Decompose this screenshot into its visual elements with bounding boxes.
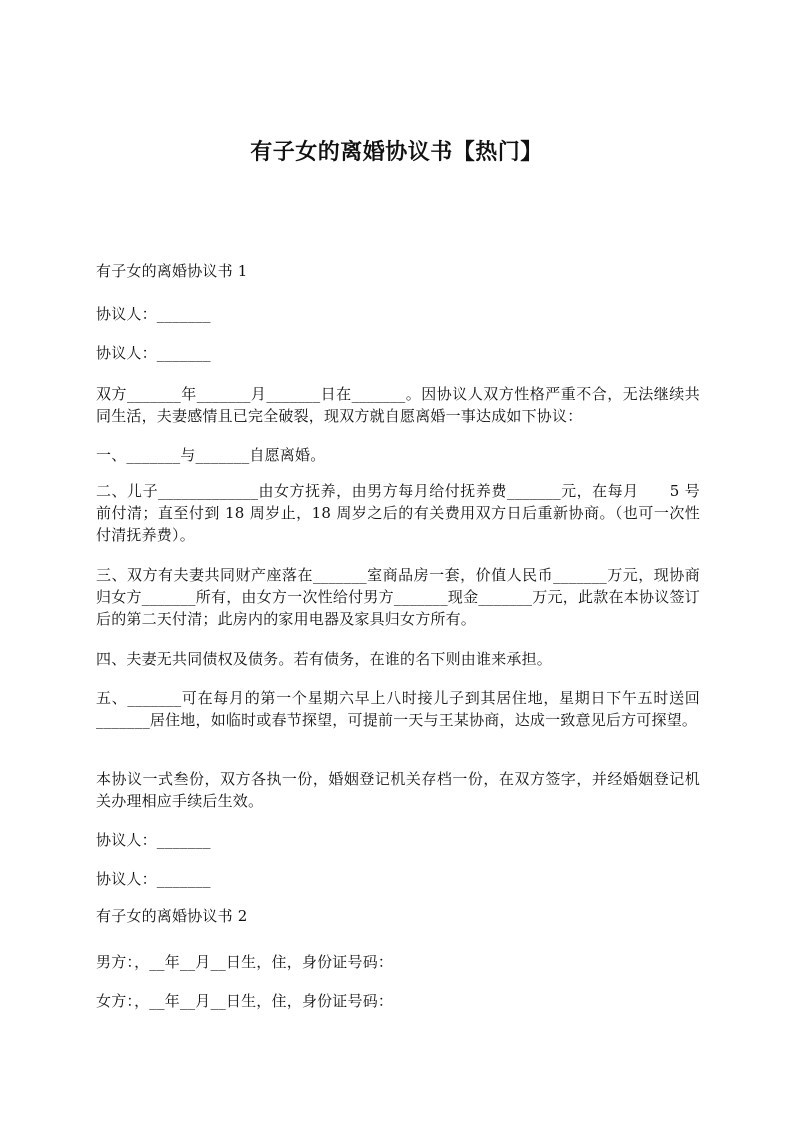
signatory-line: 协议人：_______ xyxy=(96,870,211,888)
clause-5: 五、_______可在每月的第一个星期六早上八时接儿子到其居住地，星期日下午五时送回_______居住地，如临时或春节探望，可提前一天与王某协商，达成一致意见后方可探望。 xyxy=(96,689,700,729)
effect-clause: 本协议一式叁份，双方各执一份，婚姻登记机关存档一份，在双方签字，并经婚姻登记机关办理相应手续后生效。 xyxy=(96,770,700,810)
clause-2: 二、儿子_____________由女方抚养，由男方每月给付抚养费_______元，在每月 5 号前付清；直至付到 18 周岁止，18 周岁之后的有关费用双方日后重新协商。（也可一次性付清抚养费）。 xyxy=(96,482,700,544)
section-heading-1: 有子女的离婚协议书 1 xyxy=(96,262,248,280)
preamble-paragraph: 双方_______年_______月_______日在_______。因协议人双方性格严重不合，无法继续共同生活，夫妻感情且已完全破裂，现双方就自愿离婚一事达成如下协议： xyxy=(96,385,700,425)
female-party-line: 女方：，__年__月__日生，住，身份证号码： xyxy=(96,992,394,1010)
section-heading-2: 有子女的离婚协议书 2 xyxy=(96,907,248,925)
clause-4: 四、夫妻无共同债权及债务。若有债务，在谁的名下则由谁来承担。 xyxy=(96,650,553,668)
male-party-line: 男方：，__年__月__日生，住，身份证号码： xyxy=(96,953,394,971)
signatory-line: 协议人：_______ xyxy=(96,305,211,323)
signatory-line: 协议人：_______ xyxy=(96,344,211,362)
clause-3: 三、双方有夫妻共同财产座落在_______室商品房一套，价值人民币_______万元，现协商归女方_______所有，由女方一次性给付男方_______现金_______万元，此款在本协议签订后的第二天付清；此房内的家用电器及家具归女方所有。 xyxy=(96,566,700,628)
clause-1: 一、_______与_______自愿离婚。 xyxy=(96,446,326,464)
document-title: 有子女的离婚协议书【热门】 xyxy=(250,140,543,165)
signatory-line: 协议人：_______ xyxy=(96,831,211,849)
